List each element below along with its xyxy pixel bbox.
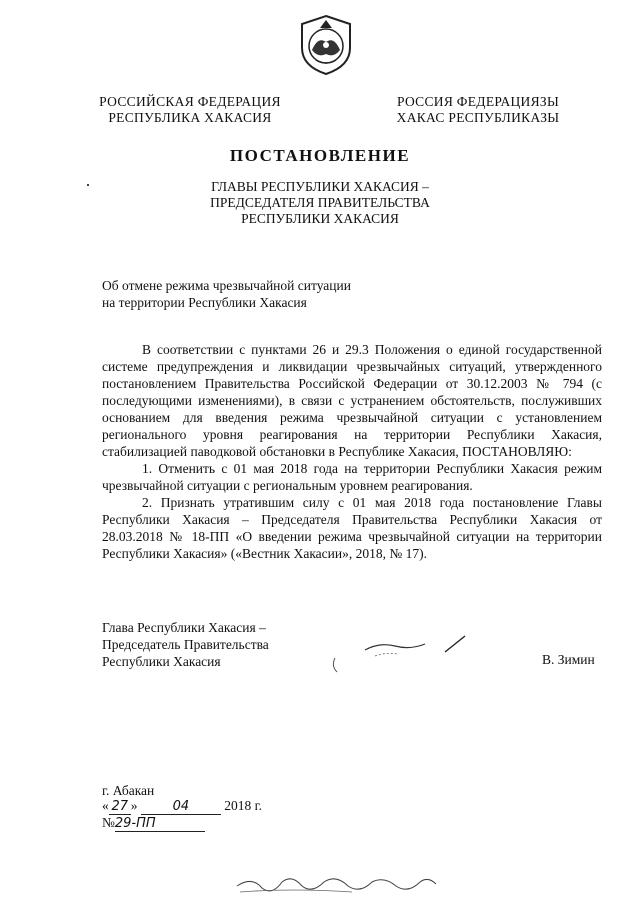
header-left <box>90 94 290 126</box>
subject-line2: на территории Республики Хакасия <box>102 295 307 310</box>
date-day: 27 <box>109 799 131 815</box>
signatory-name: В. Зимин <box>542 652 595 667</box>
body-preamble: В соответствии с пунктами 26 и 29.3 Положения о единой государственной системе предупреждения и ликвидации чрезвычайных ситуаций, утвержденного постановлением Правительства Российской Федерации от 30.12.2003 № 794 (с последующими изменениями), в связи с устранением обстоятельств, послуживших основанием для введения режима чрезвычайной ситуации с установлением регионального уровня реагирования на территории Республики Хакасия, стабилизацией паводковой обстановки в Республике Хакасия, ПОСТАНОВЛЯЮ: <box>102 342 602 459</box>
header-left-line1: РОССИЙСКАЯ ФЕДЕРАЦИЯ <box>99 94 281 109</box>
signatory-line3: Республики Хакасия <box>102 654 221 669</box>
signatory-line1: Глава Республики Хакасия – <box>102 620 266 635</box>
signatory-line2: Председатель Правительства <box>102 637 269 652</box>
date-year: 2018 г. <box>224 798 263 813</box>
subtitle-line1: ГЛАВЫ РЕСПУБЛИКИ ХАКАСИЯ – <box>211 179 429 194</box>
number-label: № <box>102 815 115 830</box>
signatory-title <box>102 619 269 670</box>
body-item-1: 1. Отменить с 01 мая 2018 года на территории Республики Хакасия режим чрезвычайной ситуации с региональным уровнем реагирования. <box>102 461 602 493</box>
document-subject <box>102 277 351 311</box>
subtitle-line3: РЕСПУБЛИКИ ХАКАСИЯ <box>241 211 399 226</box>
date-open-quote: « <box>102 798 109 813</box>
subtitle-line2: ПРЕДСЕДАТЕЛЯ ПРАВИТЕЛЬСТВА <box>210 195 430 210</box>
issue-date <box>102 798 262 815</box>
handwritten-annotation <box>232 868 442 898</box>
place-of-issue: г. Абакан <box>102 783 155 798</box>
document-title: ПОСТАНОВЛЕНИЕ <box>229 146 411 165</box>
document-number <box>102 815 205 832</box>
header-left-line2: РЕСПУБЛИКА ХАКАСИЯ <box>108 110 272 125</box>
document-body <box>102 341 602 562</box>
header-right-line2: ХАКАС РЕСПУБЛИКАЗЫ <box>396 110 560 125</box>
date-close-quote: » <box>130 798 138 813</box>
coat-of-arms-emblem <box>298 14 354 76</box>
handwritten-signature <box>325 628 475 676</box>
date-month: 04 <box>141 799 221 815</box>
document-subtitle <box>0 179 640 227</box>
header-right <box>378 94 578 126</box>
header-right-line1: РОССИЯ ФЕДЕРАЦИЯЗЫ <box>396 94 560 109</box>
body-item-2: 2. Признать утратившим силу с 01 мая 2018 года постановление Главы Республики Хакасия – Председателя Правительства Республики Хакасия от 28.03.2018 № 18-ПП «О введении режима чрезвычайной ситуации на территории Республики Хакасия» («Вестник Хакасии», 2018, № 17). <box>102 495 602 561</box>
subject-line1: Об отмене режима чрезвычайной ситуации <box>102 278 351 293</box>
number-value: 29-ПП <box>115 816 205 832</box>
